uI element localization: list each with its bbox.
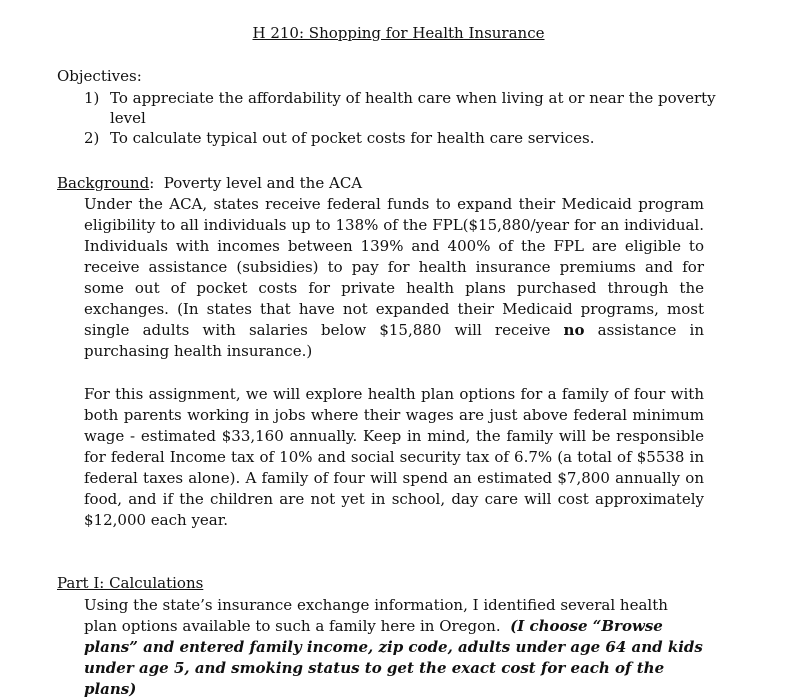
objective-item bbox=[84, 128, 724, 148]
objective-number: 2) bbox=[84, 129, 100, 147]
background-heading bbox=[57, 174, 362, 192]
background-paragraph-1 bbox=[84, 194, 704, 362]
objectives-list bbox=[84, 88, 724, 148]
part1-text: Using the state’s insurance exchange information, I identified several health plan options available to such a family here in Oregon. bbox=[84, 596, 673, 635]
objective-item bbox=[84, 88, 724, 128]
objective-text: To calculate typical out of pocket costs for health care services. bbox=[110, 129, 595, 147]
background-p1-text-a: Under the ACA, states receive federal funds to expand their Medicaid program eligibility to all individuals up to 138% of the FPL($15,880/year for an individual. Individuals with incomes between 139% and 400% of the FPL are eligible to receive assistance (subsidies) to pay for health insurance premiums and for some out of pocket costs for private health plans purchased through the exchanges. (In states that have not expanded their Medicaid programs, most single adults with salaries below $15,880 will receive bbox=[84, 195, 704, 339]
objectives-heading: Objectives: bbox=[57, 67, 142, 85]
background-paragraph-2: For this assignment, we will explore health plan options for a family of four with both parents working in jobs where their wages are just above federal minimum wage - estimated $33,160 annually. Keep in mind, the family will be responsible for federal Income tax of 10% and social security tax of 6.7% (a total of $5538 in federal taxes alone). A family of four will spend an estimated $7,800 annually on food, and if the children are not yet in school, day care will cost approximately $12,000 each year. bbox=[84, 385, 704, 529]
background-label: Background bbox=[57, 174, 150, 192]
part1-paragraph bbox=[84, 595, 704, 700]
background-p1-text-b: assistance in purchasing health insurance.) bbox=[84, 321, 704, 360]
background-subtitle: Poverty level and the ACA bbox=[154, 174, 363, 192]
part1-heading: Part I: Calculations bbox=[57, 574, 204, 592]
objective-number: 1) bbox=[84, 89, 100, 107]
page-title: H 210: Shopping for Health Insurance bbox=[252, 24, 545, 42]
background-p1-bold: no bbox=[563, 321, 585, 339]
objective-text: To appreciate the affordability of health care when living at or near the poverty level bbox=[110, 89, 716, 127]
background-colon: : bbox=[149, 174, 155, 192]
part1-bold-italic-text: (I choose “Browse plans” and entered family income, zip code, adults under age 64 and kids under age 5, and smoking status to get the exact cost for each of the plans) bbox=[84, 617, 703, 698]
